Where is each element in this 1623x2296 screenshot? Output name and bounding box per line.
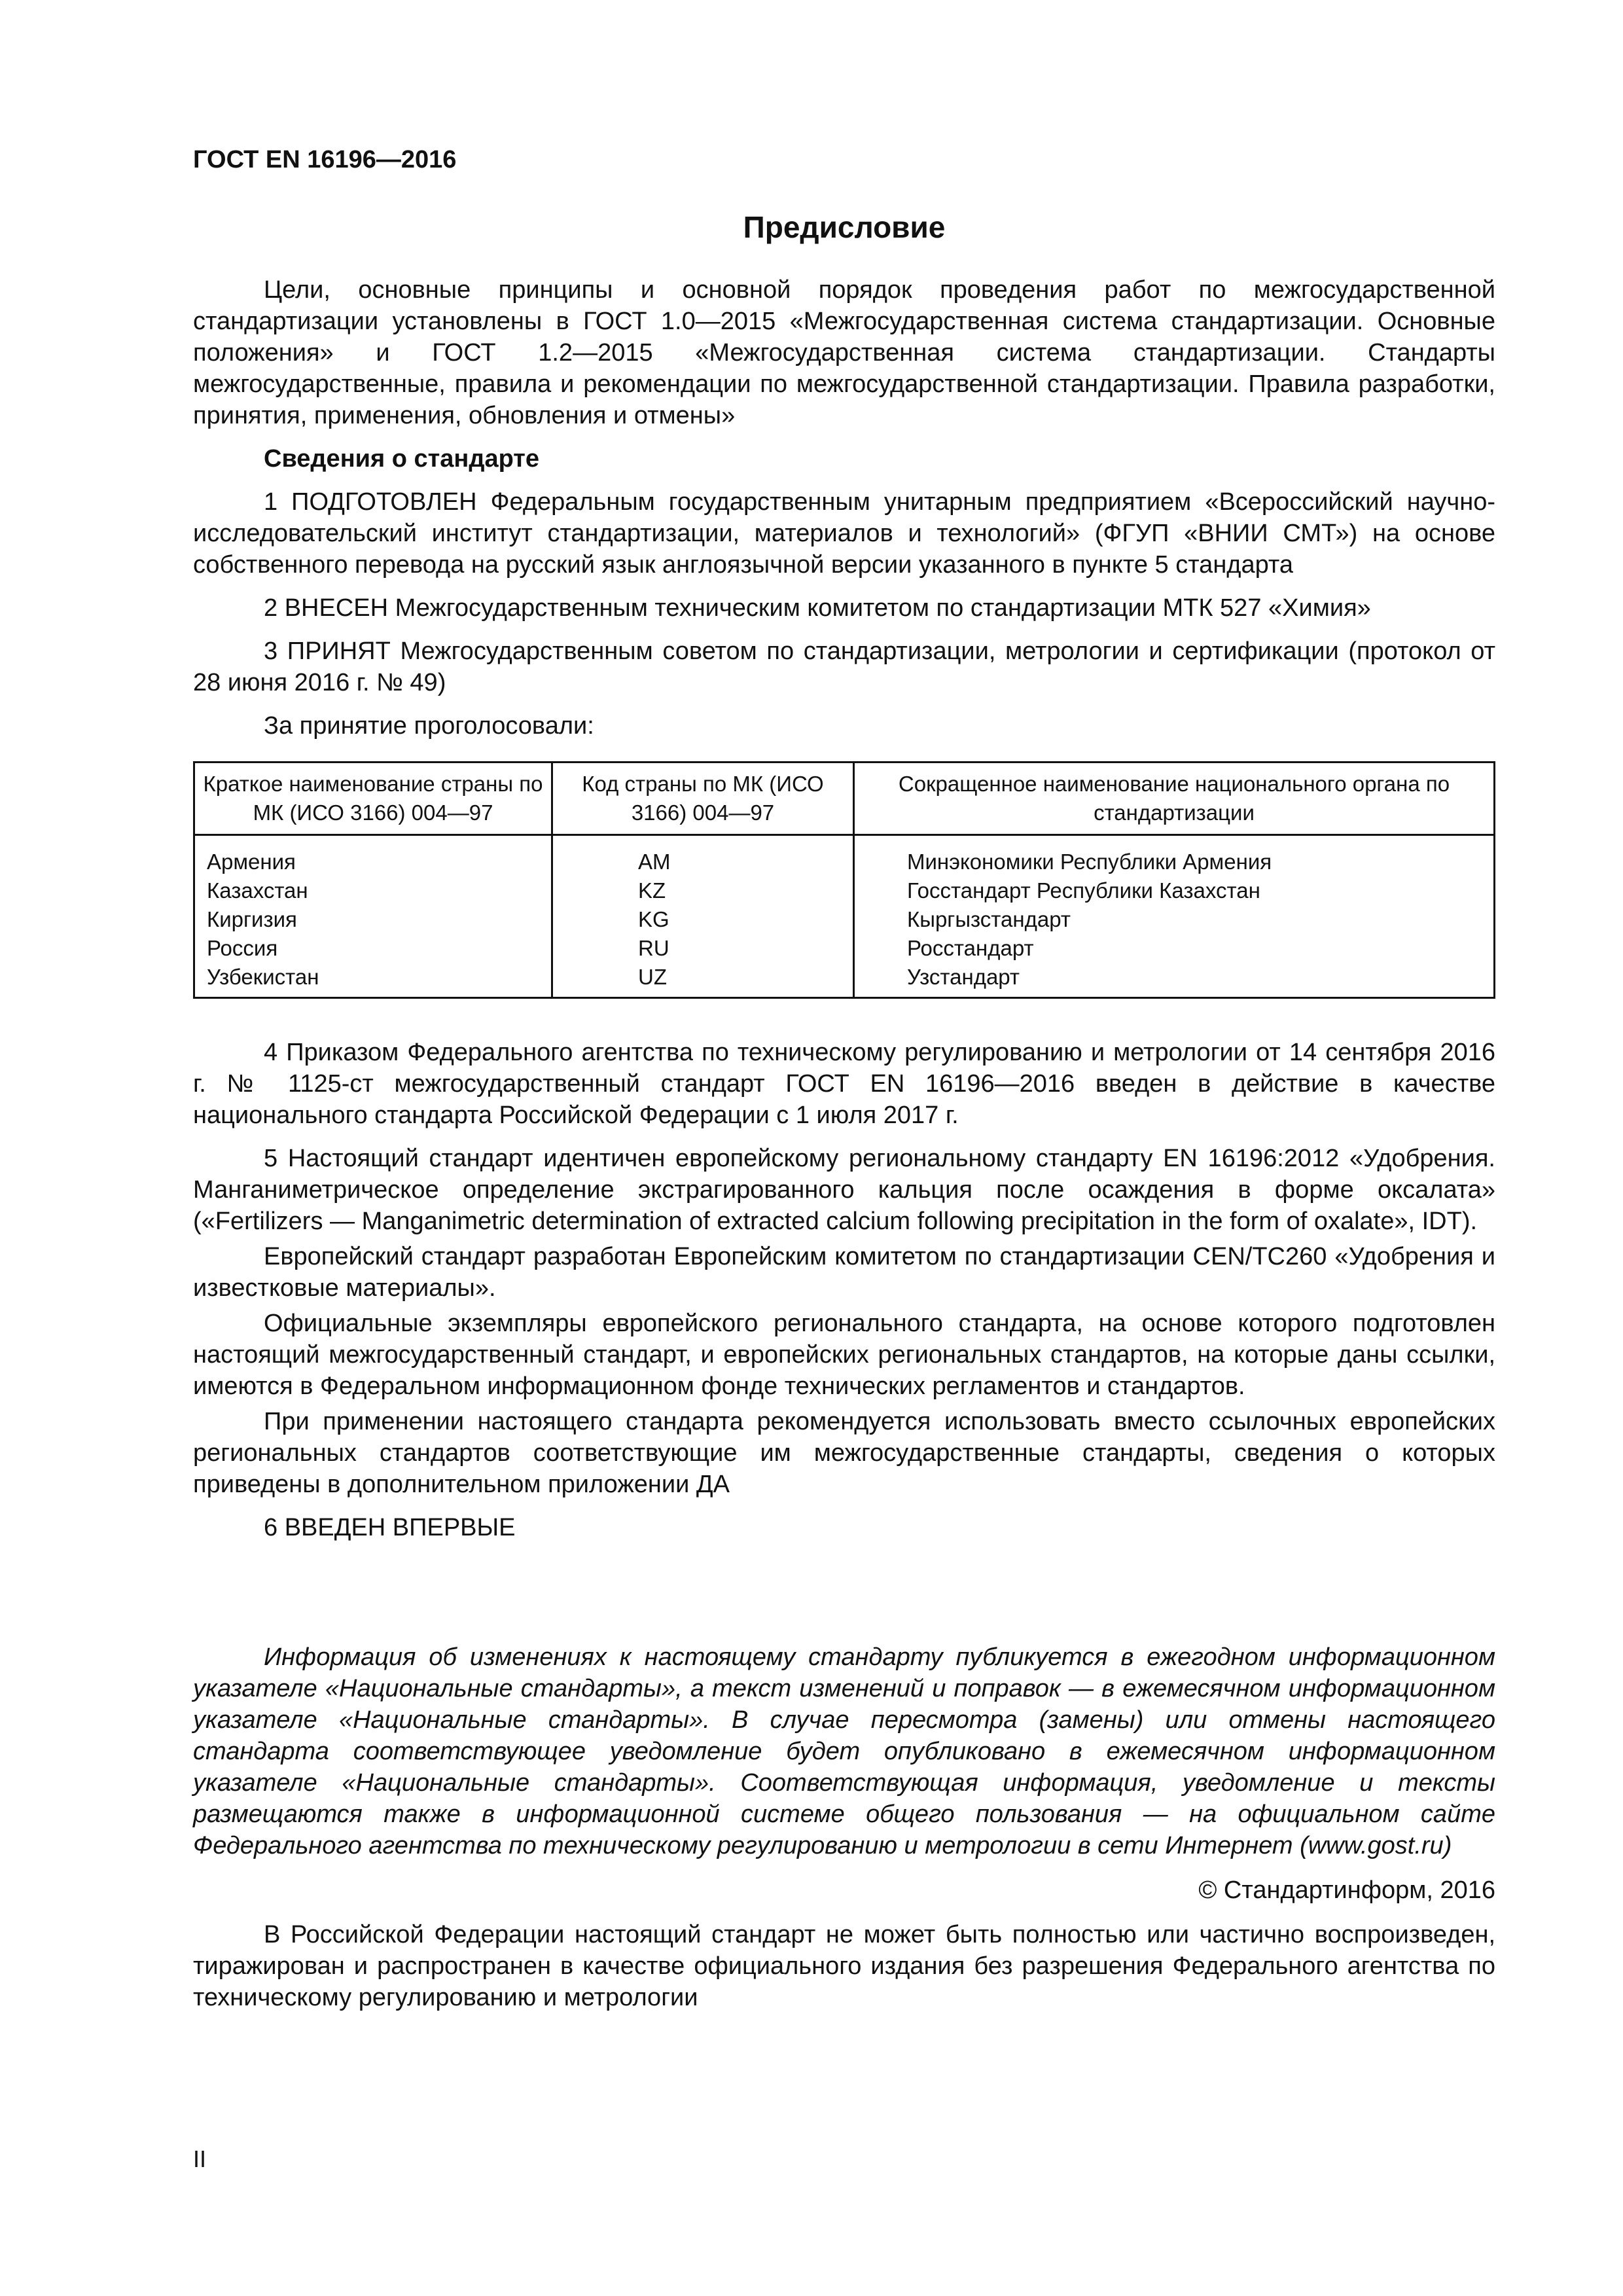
table-cell-body: Минэкономики Республики Армения (854, 835, 1495, 877)
table-row (194, 934, 1495, 963)
table-header-row (194, 762, 1495, 835)
item-identical-application: При применении настоящего стандарта рекомендуется использовать вместо ссылочных европейских региональных стандартов соответствующие им межгосударственные стандарты, сведения о которых приведены в дополнительном приложении ДА (193, 1408, 1495, 1498)
table-cell-country: Россия (194, 934, 552, 963)
table-cell-country: Армения (194, 835, 552, 877)
table-cell-body: Узстандарт (854, 963, 1495, 998)
item-adopted: 3 ПРИНЯТ Межгосударственным советом по стандартизации, метрологии и сертификации (протокол от 28 июня 2016 г. № 49) (193, 637, 1495, 696)
table-cell-code: KZ (552, 876, 854, 905)
table-row (194, 963, 1495, 998)
table-header-code: Код страны по МК (ИСО 3166) 004—97 (552, 762, 854, 835)
table-cell-body: Кыргызстандарт (854, 905, 1495, 934)
table-cell-body: Росстандарт (854, 934, 1495, 963)
intro-paragraph: Цели, основные принципы и основной порядок проведения работ по межгосударственной стандартизации установлены в ГОСТ 1.0—2015 «Межгосударственная система стандартизации. Основные положения» и ГОСТ 1.2—2015 «Межгосударственная система стандартизации. Стандарты межгосударственные, правила и рекомендации по межгосударственной стандартизации. Правила разработки, принятия, применения, обновления и отмены» (193, 276, 1495, 429)
table-cell-body: Госстандарт Республики Казахстан (854, 876, 1495, 905)
table-header-body: Сокращенное наименование национального органа по стандартизации (854, 762, 1495, 835)
standard-info-heading: Сведения о стандарте (264, 445, 540, 473)
member-countries-table (193, 761, 1495, 999)
table-header-country: Краткое наименование страны по МК (ИСО 3166) 004—97 (194, 762, 552, 835)
table-cell-code: KG (552, 905, 854, 934)
reproduction-restriction: В Российской Федерации настоящий стандарт не может быть полностью или частично воспроизведен, тиражирован и распространен в качестве официального издания без разрешения Федерального агентства по техническому регулированию и метрологии (193, 1921, 1495, 2011)
document-code: ГОСТ EN 16196—2016 (193, 146, 457, 173)
page-number: II (193, 2145, 207, 2172)
table-cell-code: UZ (552, 963, 854, 998)
item-first-introduced: 6 ВВЕДЕН ВПЕРВЫЕ (264, 1514, 516, 1541)
copyright-line: © Стандартинформ, 2016 (1198, 1876, 1495, 1904)
item-identical-official-copies: Официальные экземпляры европейского регионального стандарта, на основе которого подготовлен настоящий межгосударственный стандарт, и европейских региональных стандартов, на которые даны ссылки, имеются в Федеральном информационном фонде технических регламентов и стандартов. (193, 1310, 1495, 1400)
item-identical-developer: Европейский стандарт разработан Европейским комитетом по стандартизации CEN/TC260 «Удобрения и известковые материалы». (193, 1243, 1495, 1302)
item-identical: 5 Настоящий стандарт идентичен европейскому региональному стандарту EN 16196:2012 «Удобрения. Манганиметрическое определение экстрагированного кальция после осаждения в форме оксалата» («Fertilizers — Manganimetric determination of extracted calcium following precipitation in the form of oxalate», IDT). (193, 1145, 1495, 1235)
table-row (194, 835, 1495, 877)
item-submitted: 2 ВНЕСЕН Межгосударственным техническим комитетом по стандартизации МТК 527 «Химия» (264, 594, 1371, 622)
table-cell-code: AM (552, 835, 854, 877)
item-enacted: 4 Приказом Федерального агентства по техническому регулированию и метрологии от 14 сентября 2016 г. № 1125-ст межгосударственный стандарт ГОСТ EN 16196—2016 введен в действие в качестве национального стандарта Российской Федерации с 1 июля 2017 г. (193, 1039, 1495, 1129)
item-prepared: 1 ПОДГОТОВЛЕН Федеральным государственным унитарным предприятием «Всероссийский научно-исследовательский институт стандартизации, материалов и технологий» (ФГУП «ВНИИ СМТ») на основе собственного перевода на русский язык англоязычной версии указанного в пункте 5 стандарта (193, 488, 1495, 579)
table-cell-country: Киргизия (194, 905, 552, 934)
table-row (194, 876, 1495, 905)
document-page (193, 144, 1495, 2013)
table-cell-country: Узбекистан (194, 963, 552, 998)
table-cell-country: Казахстан (194, 876, 552, 905)
change-notice-paragraph: Информация об изменениях к настоящему стандарту публикуется в ежегодном информационном указателе «Национальные стандарты», а текст изменений и поправок — в ежемесячном информационном указателе «Национальные стандарты». В случае пересмотра (замены) или отмены настоящего стандарта соответствующее уведомление будет опубликовано в ежемесячном информационном указателе «Национальные стандарты». Соответствующая информация, уведомление и тексты размещаются также в информационной системе общего пользования — на официальном сайте Федерального агентства по техническому регулированию и метрологии в сети Интернет (www.gost.ru) (193, 1643, 1495, 1859)
page-title: Предисловие (743, 210, 946, 244)
table-cell-code: RU (552, 934, 854, 963)
table-row (194, 905, 1495, 934)
voted-label: За принятие проголосовали: (264, 712, 594, 740)
